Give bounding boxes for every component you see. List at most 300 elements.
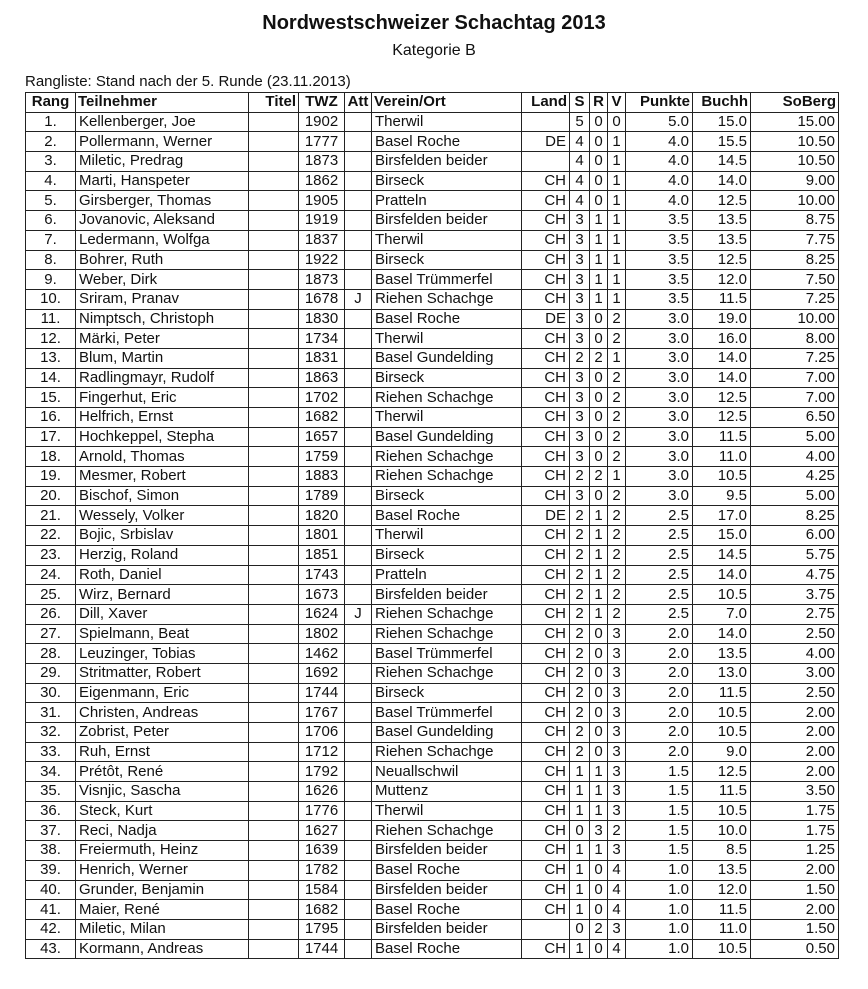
cell-buchh: 7.0 [693, 604, 751, 624]
cell-titel [249, 782, 299, 802]
cell-buchh: 11.0 [693, 447, 751, 467]
cell-r: 0 [590, 447, 608, 467]
cell-punkte: 3.5 [626, 289, 693, 309]
cell-punkte: 3.5 [626, 250, 693, 270]
cell-land: CH [522, 388, 570, 408]
cell-teilnehmer: Wessely, Volker [76, 506, 249, 526]
table-row [26, 545, 839, 565]
cell-v: 1 [608, 191, 626, 211]
cell-titel [249, 408, 299, 428]
cell-teilnehmer: Fingerhut, Eric [76, 388, 249, 408]
table-row [26, 860, 839, 880]
cell-v: 3 [608, 703, 626, 723]
table-row [26, 191, 839, 211]
cell-buchh: 11.5 [693, 289, 751, 309]
cell-r: 0 [590, 663, 608, 683]
cell-att [345, 427, 372, 447]
cell-rang: 29. [26, 663, 76, 683]
cell-soberg: 4.00 [751, 447, 839, 467]
cell-punkte: 3.0 [626, 368, 693, 388]
cell-r: 0 [590, 152, 608, 172]
cell-teilnehmer: Visnjic, Sascha [76, 782, 249, 802]
cell-twz: 1682 [299, 900, 345, 920]
cell-twz: 1792 [299, 762, 345, 782]
cell-twz: 1837 [299, 230, 345, 250]
cell-att [345, 762, 372, 782]
cell-verein: Birseck [372, 171, 522, 191]
cell-v: 2 [608, 329, 626, 349]
cell-v: 2 [608, 526, 626, 546]
cell-verein: Birseck [372, 545, 522, 565]
cell-rang: 31. [26, 703, 76, 723]
cell-land: CH [522, 939, 570, 959]
cell-buchh: 9.0 [693, 742, 751, 762]
cell-rang: 15. [26, 388, 76, 408]
cell-teilnehmer: Dill, Xaver [76, 604, 249, 624]
cell-rang: 42. [26, 919, 76, 939]
cell-v: 2 [608, 427, 626, 447]
cell-r: 1 [590, 585, 608, 605]
cell-punkte: 1.0 [626, 900, 693, 920]
cell-s: 3 [570, 368, 590, 388]
cell-teilnehmer: Jovanovic, Aleksand [76, 211, 249, 231]
cell-soberg: 2.00 [751, 762, 839, 782]
cell-twz: 1706 [299, 723, 345, 743]
cell-v: 2 [608, 388, 626, 408]
cell-rang: 13. [26, 348, 76, 368]
cell-verein: Basel Roche [372, 860, 522, 880]
cell-teilnehmer: Ruh, Ernst [76, 742, 249, 762]
table-row [26, 939, 839, 959]
table-row [26, 427, 839, 447]
cell-rang: 19. [26, 467, 76, 487]
cell-buchh: 11.5 [693, 683, 751, 703]
cell-punkte: 4.0 [626, 171, 693, 191]
cell-verein: Riehen Schachge [372, 289, 522, 309]
cell-buchh: 12.5 [693, 388, 751, 408]
cell-teilnehmer: Freiermuth, Heinz [76, 841, 249, 861]
cell-buchh: 13.5 [693, 860, 751, 880]
ranking-status-line: Rangliste: Stand nach der 5. Runde (23.11.2013) [25, 73, 351, 90]
cell-punkte: 3.0 [626, 486, 693, 506]
cell-verein: Birseck [372, 683, 522, 703]
cell-rang: 22. [26, 526, 76, 546]
cell-titel [249, 211, 299, 231]
table-row [26, 368, 839, 388]
cell-buchh: 15.0 [693, 112, 751, 132]
table-row [26, 585, 839, 605]
cell-verein: Riehen Schachge [372, 467, 522, 487]
cell-land: CH [522, 289, 570, 309]
cell-land: CH [522, 467, 570, 487]
cell-titel [249, 230, 299, 250]
table-row [26, 821, 839, 841]
cell-twz: 1584 [299, 880, 345, 900]
cell-buchh: 11.0 [693, 919, 751, 939]
cell-r: 1 [590, 841, 608, 861]
cell-v: 1 [608, 289, 626, 309]
cell-att [345, 132, 372, 152]
cell-teilnehmer: Grunder, Benjamin [76, 880, 249, 900]
cell-soberg: 2.00 [751, 742, 839, 762]
cell-twz: 1863 [299, 368, 345, 388]
cell-titel [249, 762, 299, 782]
cell-att [345, 821, 372, 841]
cell-twz: 1678 [299, 289, 345, 309]
cell-titel [249, 801, 299, 821]
cell-r: 1 [590, 506, 608, 526]
cell-punkte: 3.0 [626, 329, 693, 349]
cell-buchh: 14.0 [693, 624, 751, 644]
cell-att [345, 585, 372, 605]
cell-titel [249, 348, 299, 368]
col-header-r: R [590, 93, 608, 113]
table-row [26, 723, 839, 743]
cell-att [345, 801, 372, 821]
cell-buchh: 12.0 [693, 270, 751, 290]
col-header-titel: Titel [249, 93, 299, 113]
cell-titel [249, 270, 299, 290]
cell-punkte: 2.0 [626, 663, 693, 683]
cell-buchh: 12.0 [693, 880, 751, 900]
cell-verein: Therwil [372, 801, 522, 821]
cell-punkte: 3.0 [626, 447, 693, 467]
cell-punkte: 2.5 [626, 545, 693, 565]
cell-r: 0 [590, 624, 608, 644]
cell-buchh: 10.5 [693, 801, 751, 821]
cell-titel [249, 841, 299, 861]
cell-land: CH [522, 565, 570, 585]
cell-v: 3 [608, 801, 626, 821]
cell-soberg: 6.50 [751, 408, 839, 428]
cell-v: 4 [608, 900, 626, 920]
cell-twz: 1624 [299, 604, 345, 624]
cell-teilnehmer: Wirz, Bernard [76, 585, 249, 605]
cell-att [345, 250, 372, 270]
cell-v: 1 [608, 132, 626, 152]
cell-titel [249, 742, 299, 762]
cell-att [345, 506, 372, 526]
cell-buchh: 9.5 [693, 486, 751, 506]
cell-teilnehmer: Christen, Andreas [76, 703, 249, 723]
cell-att [345, 447, 372, 467]
cell-s: 0 [570, 919, 590, 939]
cell-att [345, 663, 372, 683]
cell-twz: 1795 [299, 919, 345, 939]
cell-att [345, 191, 372, 211]
cell-verein: Birsfelden beider [372, 880, 522, 900]
cell-r: 0 [590, 880, 608, 900]
cell-titel [249, 329, 299, 349]
cell-titel [249, 663, 299, 683]
cell-twz: 1744 [299, 939, 345, 959]
table-row [26, 467, 839, 487]
cell-land: CH [522, 880, 570, 900]
cell-r: 0 [590, 644, 608, 664]
col-header-v: V [608, 93, 626, 113]
cell-att [345, 742, 372, 762]
cell-teilnehmer: Girsberger, Thomas [76, 191, 249, 211]
cell-att [345, 900, 372, 920]
cell-verein: Birseck [372, 250, 522, 270]
cell-s: 2 [570, 663, 590, 683]
cell-punkte: 3.0 [626, 408, 693, 428]
cell-s: 2 [570, 624, 590, 644]
cell-soberg: 7.25 [751, 348, 839, 368]
category-subtitle: Kategorie B [392, 42, 476, 59]
cell-twz: 1862 [299, 171, 345, 191]
cell-buchh: 11.5 [693, 427, 751, 447]
table-row [26, 329, 839, 349]
cell-punkte: 1.5 [626, 841, 693, 861]
cell-land: CH [522, 782, 570, 802]
cell-att [345, 388, 372, 408]
cell-rang: 23. [26, 545, 76, 565]
cell-teilnehmer: Märki, Peter [76, 329, 249, 349]
cell-verein: Pratteln [372, 191, 522, 211]
cell-s: 2 [570, 742, 590, 762]
cell-s: 3 [570, 230, 590, 250]
cell-att [345, 644, 372, 664]
cell-teilnehmer: Miletic, Milan [76, 919, 249, 939]
cell-s: 3 [570, 408, 590, 428]
cell-punkte: 2.0 [626, 683, 693, 703]
cell-teilnehmer: Blum, Martin [76, 348, 249, 368]
col-header-soberg: SoBerg [751, 93, 839, 113]
cell-land: CH [522, 329, 570, 349]
cell-att [345, 841, 372, 861]
cell-verein: Birsfelden beider [372, 585, 522, 605]
cell-soberg: 2.50 [751, 683, 839, 703]
cell-soberg: 4.75 [751, 565, 839, 585]
cell-verein: Basel Roche [372, 132, 522, 152]
cell-twz: 1801 [299, 526, 345, 546]
cell-rang: 43. [26, 939, 76, 959]
table-row [26, 565, 839, 585]
cell-titel [249, 821, 299, 841]
cell-land: CH [522, 526, 570, 546]
cell-buchh: 10.5 [693, 585, 751, 605]
cell-land: DE [522, 309, 570, 329]
cell-teilnehmer: Weber, Dirk [76, 270, 249, 290]
cell-rang: 12. [26, 329, 76, 349]
cell-land: CH [522, 723, 570, 743]
cell-punkte: 3.5 [626, 211, 693, 231]
cell-punkte: 2.5 [626, 506, 693, 526]
table-row [26, 270, 839, 290]
cell-r: 0 [590, 408, 608, 428]
table-row [26, 112, 839, 132]
cell-rang: 1. [26, 112, 76, 132]
cell-buchh: 10.5 [693, 467, 751, 487]
cell-rang: 40. [26, 880, 76, 900]
cell-land: CH [522, 191, 570, 211]
cell-verein: Basel Gundelding [372, 427, 522, 447]
cell-titel [249, 939, 299, 959]
cell-r: 1 [590, 250, 608, 270]
cell-verein: Riehen Schachge [372, 624, 522, 644]
cell-teilnehmer: Maier, René [76, 900, 249, 920]
cell-twz: 1626 [299, 782, 345, 802]
cell-s: 1 [570, 860, 590, 880]
cell-s: 2 [570, 604, 590, 624]
cell-verein: Birseck [372, 486, 522, 506]
cell-r: 2 [590, 467, 608, 487]
cell-verein: Basel Roche [372, 506, 522, 526]
cell-att [345, 171, 372, 191]
cell-rang: 34. [26, 762, 76, 782]
cell-att [345, 467, 372, 487]
cell-s: 1 [570, 900, 590, 920]
cell-twz: 1919 [299, 211, 345, 231]
table-row [26, 289, 839, 309]
cell-titel [249, 565, 299, 585]
cell-r: 0 [590, 742, 608, 762]
cell-v: 3 [608, 762, 626, 782]
cell-rang: 20. [26, 486, 76, 506]
cell-att [345, 880, 372, 900]
cell-s: 3 [570, 447, 590, 467]
cell-twz: 1905 [299, 191, 345, 211]
cell-twz: 1830 [299, 309, 345, 329]
cell-verein: Basel Trümmerfel [372, 644, 522, 664]
cell-punkte: 3.0 [626, 348, 693, 368]
cell-verein: Basel Roche [372, 900, 522, 920]
cell-twz: 1462 [299, 644, 345, 664]
table-row [26, 880, 839, 900]
cell-s: 0 [570, 821, 590, 841]
cell-verein: Pratteln [372, 565, 522, 585]
cell-soberg: 8.25 [751, 250, 839, 270]
cell-soberg: 7.00 [751, 368, 839, 388]
cell-rang: 38. [26, 841, 76, 861]
cell-r: 0 [590, 368, 608, 388]
cell-land: CH [522, 447, 570, 467]
cell-punkte: 2.5 [626, 585, 693, 605]
cell-punkte: 3.5 [626, 270, 693, 290]
cell-soberg: 3.75 [751, 585, 839, 605]
cell-r: 3 [590, 821, 608, 841]
cell-twz: 1767 [299, 703, 345, 723]
cell-land: CH [522, 585, 570, 605]
cell-buchh: 11.5 [693, 900, 751, 920]
cell-buchh: 14.5 [693, 545, 751, 565]
cell-land: CH [522, 408, 570, 428]
cell-r: 0 [590, 171, 608, 191]
cell-land: CH [522, 230, 570, 250]
cell-land: CH [522, 270, 570, 290]
cell-twz: 1802 [299, 624, 345, 644]
cell-land: CH [522, 624, 570, 644]
cell-soberg: 1.50 [751, 919, 839, 939]
cell-att: J [345, 289, 372, 309]
cell-teilnehmer: Bojic, Srbislav [76, 526, 249, 546]
table-row [26, 782, 839, 802]
cell-teilnehmer: Hochkeppel, Stepha [76, 427, 249, 447]
cell-teilnehmer: Radlingmayr, Rudolf [76, 368, 249, 388]
cell-soberg: 3.50 [751, 782, 839, 802]
cell-land: CH [522, 703, 570, 723]
table-row [26, 742, 839, 762]
cell-att [345, 486, 372, 506]
cell-buchh: 10.5 [693, 703, 751, 723]
table-row [26, 841, 839, 861]
cell-soberg: 7.25 [751, 289, 839, 309]
cell-r: 0 [590, 112, 608, 132]
cell-rang: 6. [26, 211, 76, 231]
cell-v: 1 [608, 171, 626, 191]
cell-verein: Therwil [372, 526, 522, 546]
cell-att [345, 919, 372, 939]
cell-verein: Riehen Schachge [372, 447, 522, 467]
cell-teilnehmer: Mesmer, Robert [76, 467, 249, 487]
cell-r: 2 [590, 919, 608, 939]
cell-teilnehmer: Stritmatter, Robert [76, 663, 249, 683]
cell-verein: Therwil [372, 329, 522, 349]
cell-punkte: 1.5 [626, 801, 693, 821]
cell-teilnehmer: Henrich, Werner [76, 860, 249, 880]
cell-v: 3 [608, 644, 626, 664]
cell-titel [249, 112, 299, 132]
cell-rang: 39. [26, 860, 76, 880]
cell-teilnehmer: Eigenmann, Eric [76, 683, 249, 703]
cell-rang: 11. [26, 309, 76, 329]
cell-rang: 41. [26, 900, 76, 920]
cell-verein: Birsfelden beider [372, 841, 522, 861]
col-header-buchh: Buchh [693, 93, 751, 113]
col-header-verein: Verein/Ort [372, 93, 522, 113]
col-header-land: Land [522, 93, 570, 113]
cell-soberg: 3.00 [751, 663, 839, 683]
cell-titel [249, 703, 299, 723]
cell-verein: Basel Roche [372, 309, 522, 329]
cell-buchh: 16.0 [693, 329, 751, 349]
cell-punkte: 2.5 [626, 526, 693, 546]
cell-soberg: 2.00 [751, 860, 839, 880]
cell-teilnehmer: Steck, Kurt [76, 801, 249, 821]
cell-buchh: 14.5 [693, 152, 751, 172]
cell-teilnehmer: Kormann, Andreas [76, 939, 249, 959]
table-row [26, 762, 839, 782]
cell-punkte: 2.5 [626, 565, 693, 585]
cell-twz: 1831 [299, 348, 345, 368]
cell-twz: 1692 [299, 663, 345, 683]
cell-buchh: 10.5 [693, 939, 751, 959]
cell-land: CH [522, 211, 570, 231]
cell-r: 1 [590, 565, 608, 585]
cell-teilnehmer: Leuzinger, Tobias [76, 644, 249, 664]
cell-att [345, 545, 372, 565]
cell-s: 3 [570, 427, 590, 447]
cell-rang: 32. [26, 723, 76, 743]
cell-land: CH [522, 368, 570, 388]
cell-soberg: 1.50 [751, 880, 839, 900]
cell-verein: Birsfelden beider [372, 152, 522, 172]
cell-v: 2 [608, 408, 626, 428]
table-row [26, 348, 839, 368]
cell-soberg: 1.75 [751, 821, 839, 841]
cell-r: 0 [590, 388, 608, 408]
cell-teilnehmer: Pollermann, Werner [76, 132, 249, 152]
col-header-att: Att [345, 93, 372, 113]
cell-buchh: 10.0 [693, 821, 751, 841]
cell-twz: 1873 [299, 270, 345, 290]
cell-soberg: 4.00 [751, 644, 839, 664]
cell-att [345, 526, 372, 546]
cell-soberg: 5.00 [751, 486, 839, 506]
cell-teilnehmer: Zobrist, Peter [76, 723, 249, 743]
cell-att: J [345, 604, 372, 624]
